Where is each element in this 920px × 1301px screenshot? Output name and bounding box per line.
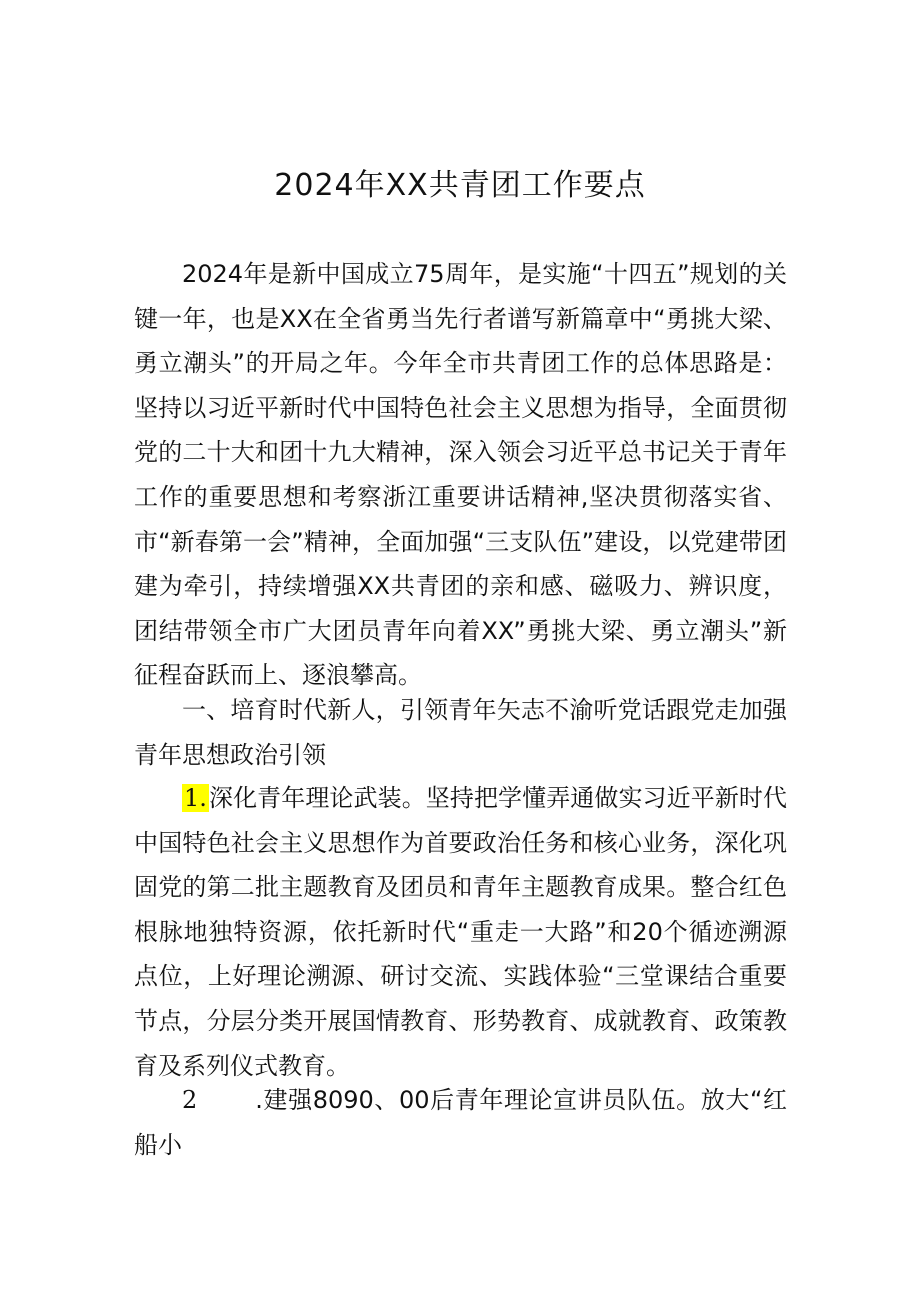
intro-paragraph: 2024年是新中国成立75周年，是实施“十四五”规划的关键一年，也是XX在全省勇当先行者谱写新篇章中“勇挑大梁、勇立潮头”的开局之年。今年全市共青团工作的总体思路是：坚持以习近平新时代中国特色社会主义思想为指导，全面贯彻党的二十大和团十九大精神，深入领会习近平总书记关于青年工作的重要思想和考察浙江重要讲话精神,坚决贯彻落实省、市“新春第一会”精神，全面加强“三支队伍”建设，以党建带团建为牵引，持续增强XX共青团的亲和感、磁吸力、辨识度，团结带领全市广大团员青年向着XX”勇挑大梁、勇立潮头”新征程奋跃而上、逐浪攀高。	[134, 260, 787, 690]
document-title: 2024年XX共青团工作要点	[274, 168, 646, 203]
section-1-heading: 一、培育时代新人，引领青年矢志不渝听党话跟党走加强青年思想政治引领	[134, 696, 787, 769]
item-1-text: 深化青年理论武装。坚持把学懂弄通做实习近平新时代中国特色社会主义思想作为首要政治任务和核心业务，深化巩固党的第二批主题教育及团员和青年主题教育成果。整合红色根脉地独特资源，依托新时代“重走一大路”和20个循迹溯源点位，上好理论溯源、研讨交流、实践体验“三堂课结合重要节点，分层分类开展国情教育、形势教育、成就教育、政策教育及系列仪式教育。	[134, 784, 787, 1080]
item-2-paragraph	[134, 1078, 787, 1167]
item-1-number: 1.	[184, 784, 207, 812]
item-2-number: 2	[182, 1086, 198, 1114]
item-1-paragraph	[134, 776, 787, 1088]
item-2-text: .建强8090、00后青年理论宣讲员队伍。放大“红船小	[134, 1086, 787, 1159]
